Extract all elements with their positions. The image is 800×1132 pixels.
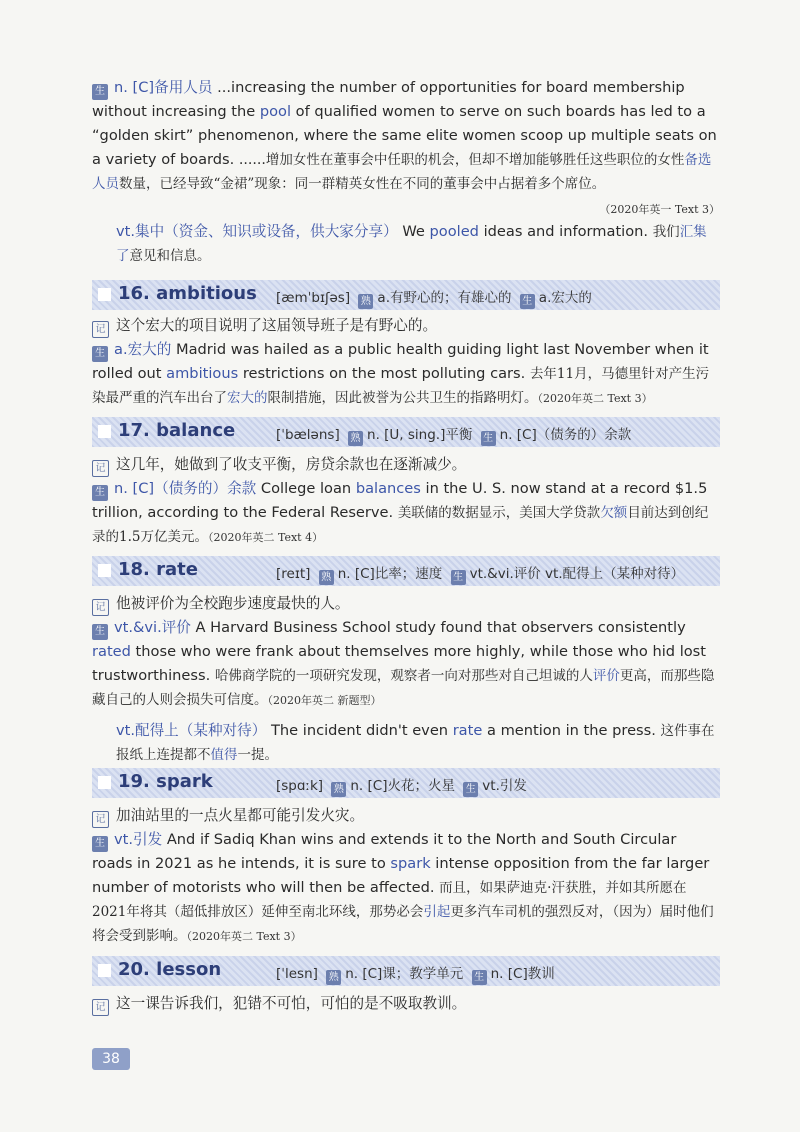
shu-icon: 熟 <box>326 970 341 985</box>
shu-icon: 熟 <box>331 782 346 797</box>
headword: 19. spark <box>118 771 213 792</box>
keyword: pooled <box>429 223 479 240</box>
source-citation: （2020年英二 Text 3） <box>537 392 653 405</box>
headword: 17. balance <box>118 420 236 441</box>
shu-icon: 熟 <box>319 570 334 585</box>
sheng-icon: 生 <box>520 294 535 309</box>
memo-icon: 记 <box>92 321 109 338</box>
familiar-definition: n. [C]比率；速度 <box>337 566 443 582</box>
memo-text: 这几年，她做到了收支平衡，房贷余款也在逐渐减少。 <box>116 456 467 473</box>
sheng-icon: 生 <box>92 346 108 362</box>
memo-icon: 记 <box>92 999 109 1016</box>
keyword: pool <box>259 103 292 120</box>
pool-verb-example: vt.集中（资金、知识或设备，供大家分享） We pooled ideas and information. 我们汇集了意见和信息。 <box>116 223 707 264</box>
sheng-icon: 生 <box>92 624 108 640</box>
shu-icon: 熟 <box>348 431 363 446</box>
entry-body-balance: 记 这几年，她做到了收支平衡，房贷余款也在逐渐减少。 生 n. [C]（债务的）余款 College loan balances in the U. S. now stand at a record $1.5 trillion, according to the Federal Reserve. 美联储的数据显示，美国大学贷款欠额目前达到创纪录的1.5万亿美元。（2020年英二 Text 4） <box>92 456 709 545</box>
new-definition: a.宏大的 <box>538 290 592 306</box>
entry-header-rate <box>92 556 720 586</box>
source-citation: （2020年英二 Text 3） <box>186 930 302 943</box>
new-definition: n. [C]（债务的）余款 <box>499 427 632 443</box>
source-citation: （2020年英二 Text 4） <box>207 531 324 544</box>
memo-icon: 记 <box>92 599 109 616</box>
familiar-definition: n. [U, sing.]平衡 <box>367 427 473 443</box>
memo-text: 这一课告诉我们，犯错不可怕，可怕的是不吸取教训。 <box>116 995 467 1012</box>
sheng-icon: 生 <box>92 84 108 100</box>
memo-text: 这个宏大的项目说明了这届领导班子是有野心的。 <box>116 317 438 334</box>
phonetic: [ˈlesn] <box>276 966 318 982</box>
phonetic: [ˈbæləns] <box>276 427 340 443</box>
checkbox-square <box>98 964 111 977</box>
entry-header-spark <box>92 768 720 798</box>
sense-label: n. [C]备用人员 <box>114 79 213 96</box>
pool-noun-example: 生 n. [C]备用人员 ...increasing the number of opportunities for board membership without increasing the pool of qualified women to serve on such boards has led to a “golden skirt” phenomenon, where the same elite women scoop up multiple seats on a variety of boards. ……增加女性在董事会中任职的机会，但却不增加能够胜任这些职位的女性备选人员数量，已经导致“金裙”现象：同一群精英女性在不同的董事会中占据着多个席位。 （2020年英一 Text 3） <box>92 79 720 216</box>
headword: 18. rate <box>118 559 198 580</box>
phonetic: [reɪt] <box>276 566 311 582</box>
page-number: 38 <box>92 1048 130 1070</box>
source-citation: （2020年英二 新题型） <box>267 694 382 707</box>
familiar-definition: n. [C]火花；火星 <box>350 778 455 794</box>
checkbox-square <box>98 776 111 789</box>
headword: 16. ambitious <box>118 283 257 304</box>
sense-label: vt.集中（资金、知识或设备，供大家分享） <box>116 223 398 240</box>
entry-body-rate: 记 他被评价为全校跑步速度最快的人。 生 vt.&vi.评价 A Harvard Business School study found that observers consistently rated those who were frank about themselves more highly, while those who hid lost trustworthiness. 哈佛商学院的一项研究发现，观察者一向对那些对自己坦诚的人评价更高，而那些隐藏自己的人则会损失可信度。（2020年英二 新题型） vt.配得上（某种对待） The incident didn't even rate a mention in the press. 这件事在报纸上连提都不值得一提。 <box>92 595 715 763</box>
phonetic: [æmˈbɪʃəs] <box>276 290 351 306</box>
new-definition: n. [C]教训 <box>490 966 555 982</box>
sheng-icon: 生 <box>92 485 108 501</box>
sheng-icon: 生 <box>481 431 496 446</box>
memo-icon: 记 <box>92 811 109 828</box>
sheng-icon: 生 <box>92 836 108 852</box>
entry-header-balance <box>92 417 720 447</box>
memo-text: 加油站里的一点火星都可能引发火灾。 <box>116 807 365 824</box>
familiar-definition: n. [C]课；教学单元 <box>345 966 464 982</box>
familiar-definition: a.有野心的；有雄心的 <box>377 290 512 306</box>
new-definition: vt.引发 <box>482 778 527 794</box>
new-definition: vt.&vi.评价 vt.配得上（某种对待） <box>469 566 685 582</box>
entry-body-ambitious: 记 这个宏大的项目说明了这届领导班子是有野心的。 生 a.宏大的 Madrid was hailed as a public health guiding light last November when it rolled out ambitious restrictions on the most polluting cars. 去年11月，马德里针对产生污染最严重的汽车出台了宏大的限制措施，因此被誉为公共卫生的指路明灯。（2020年英二 Text 3） <box>92 317 710 406</box>
entry-body-spark: 记 加油站里的一点火星都可能引发火灾。 生 vt.引发 And if Sadiq Khan wins and extends it to the North and South Circular roads in 2021 as he intends, it is sure to spark intense opposition from the far larger number of motorists who will then be affected. 而且，如果萨迪克·汗获胜，并如其所愿在2021年将其（超低排放区）延伸至南北环线，那势必会引起更多汽车司机的强烈反对，（因为）届时他们将会受到影响。（2020年英二 Text 3） <box>92 807 714 944</box>
sheng-icon: 生 <box>451 570 466 585</box>
headword: 20. lesson <box>118 959 222 980</box>
source-citation: （2020年英一 Text 3） <box>599 203 720 216</box>
phonetic: [spɑːk] <box>276 778 324 794</box>
memo-text: 他被评价为全校跑步速度最快的人。 <box>116 595 350 612</box>
entry-header-ambitious <box>92 280 720 310</box>
memo-icon: 记 <box>92 460 109 477</box>
checkbox-square <box>98 288 111 301</box>
shu-icon: 熟 <box>358 294 373 309</box>
checkbox-square <box>98 564 111 577</box>
entry-body-lesson <box>92 992 720 1016</box>
checkbox-square <box>98 425 111 438</box>
entry-header-lesson <box>92 956 720 986</box>
sheng-icon: 生 <box>463 782 478 797</box>
sheng-icon: 生 <box>472 970 487 985</box>
